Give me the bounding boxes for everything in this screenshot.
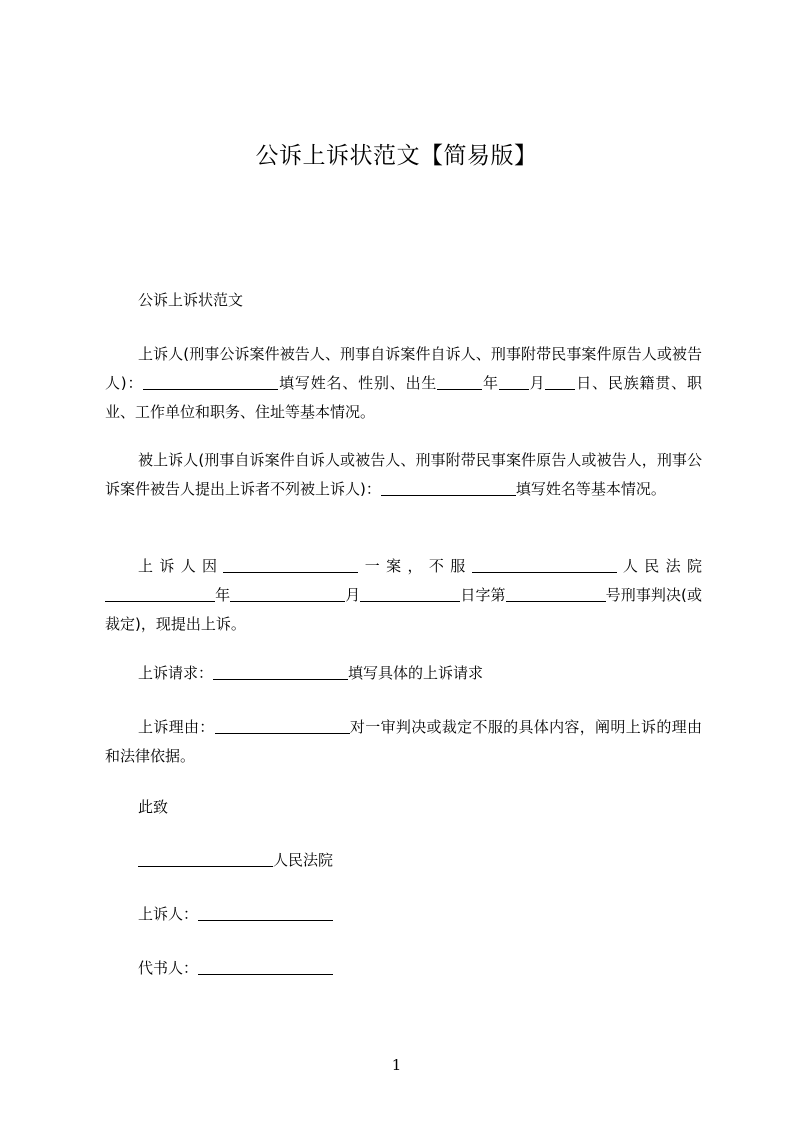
page-number: 1 [391,1056,402,1074]
appeal-reason-blank [215,717,350,734]
appellant-signature-line [105,900,735,929]
birth-day-blank [545,373,575,390]
appellant-name-blank [143,373,278,390]
appeal-request-text: 填写具体的上诉请求 [348,664,484,682]
appellant-signature-blank [198,904,333,921]
judgment-year-blank [105,585,215,602]
appeal-request-label: 上诉请求： [138,664,214,682]
recipient-court-blank [138,850,273,867]
birth-month-blank [499,373,529,390]
appellant-fill-instruction: 填写姓名、性别、出生 [278,374,438,392]
year-label: 年 [482,374,499,392]
appellant-paragraph [105,340,702,427]
appellee-name-blank [381,479,516,496]
recipient-court-suffix: 人民法院 [273,851,334,869]
judgment-day-blank [360,585,460,602]
appellee-paragraph [105,446,702,504]
birth-year-blank [437,373,482,390]
appellant-signature-label: 上诉人： [138,905,199,923]
appeal-reason-text: 对一审判决或裁定不服的具体内容，阐明上诉的理由和法律依据。 [105,718,702,765]
document-subtitle: 公诉上诉状范文 [138,291,244,309]
document-title: 公诉上诉状范文【简易版】 [255,143,538,169]
case-text-1: 上诉人因 [138,557,224,575]
appellant-role-text: 上诉人(刑事公诉案件被告人、刑事自诉案件自诉人、刑事附带民事案件原告人或被告人)： [105,345,702,392]
case-text-5: 月 [345,586,361,604]
closing-salutation: 此致 [138,798,169,816]
month-label: 月 [528,374,546,392]
writer-signature-label: 代书人： [138,959,199,977]
case-text-7: 号刑事判决(或裁定)，现提出上诉。 [105,586,702,633]
writer-signature-blank [198,958,333,975]
recipient-court-line [105,846,735,875]
case-text-3: 人民法院 [616,557,702,575]
case-text-4: 年 [215,586,231,604]
court-name-blank [472,556,617,573]
appellee-role-text: 被上诉人(刑事自诉案件自诉人或被告人、刑事附带民事案件原告人或被告人，刑事公诉案件被告人提出上诉者不列被上诉人)： [105,451,702,498]
appeal-request-line [105,659,735,688]
case-statement-paragraph [105,552,702,639]
case-text-2: 一案，不服 [358,557,472,575]
case-text-6: 日字第 [460,586,506,604]
judgment-number-blank [506,585,606,602]
case-name-blank [223,556,358,573]
appeal-reason-paragraph [105,713,702,771]
judgment-month-blank [230,585,345,602]
appellant-details-text: 日、民族籍贯、职业、工作单位和职务、住址等基本情况。 [105,374,702,421]
writer-signature-line [105,954,735,983]
appeal-reason-label: 上诉理由： [138,718,215,736]
appeal-request-blank [213,663,348,680]
appellee-fill-instruction: 填写姓名等基本情况。 [515,480,666,498]
